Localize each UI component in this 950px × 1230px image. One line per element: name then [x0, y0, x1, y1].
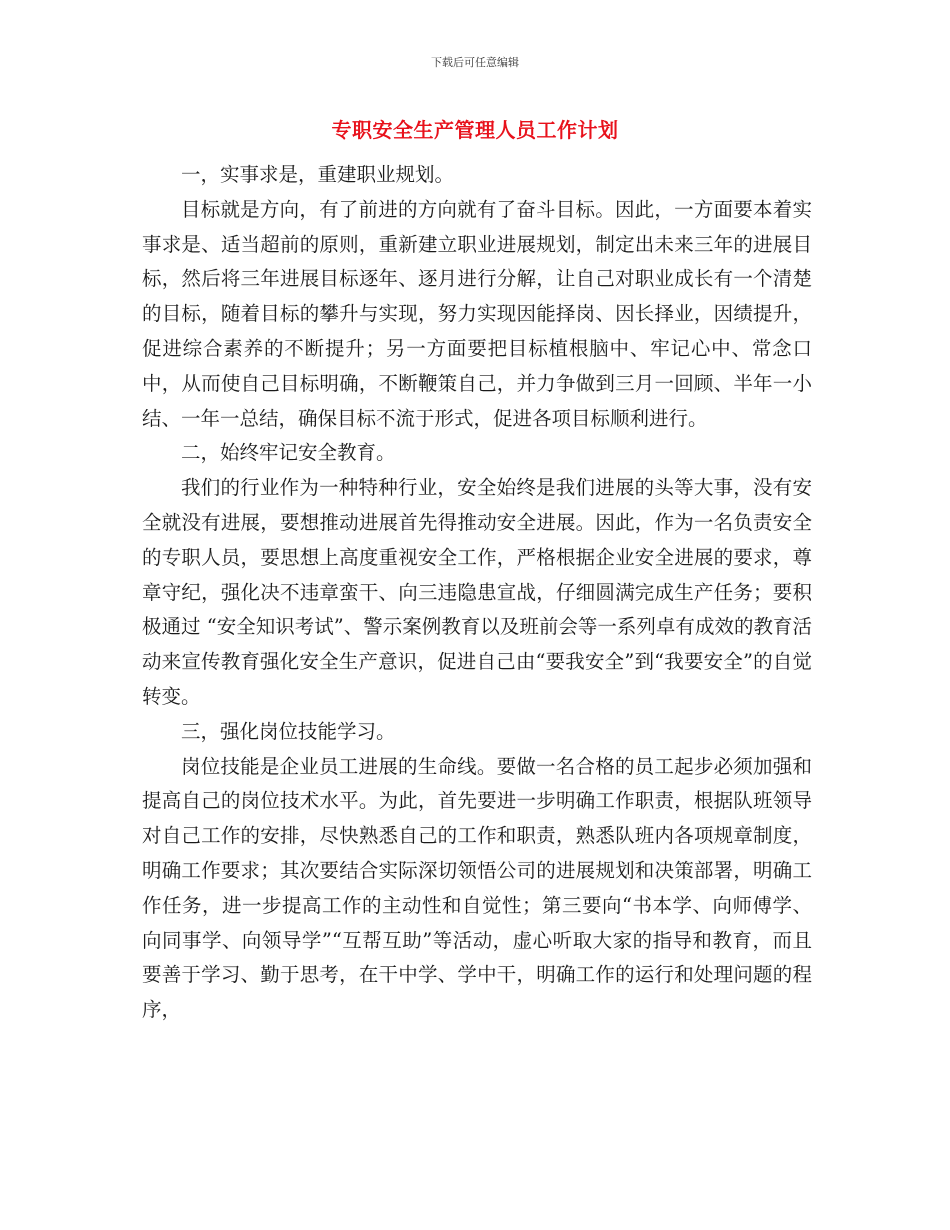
- paragraph-3: 岗位技能是企业员工进展的生命线。要做一名合格的员工起步必须加强和提高自己的岗位技术水平。为此，首先要进一步明确工作职责，根据队班领导对自己工作的安排，尽快熟悉自己的工作和职责，熟悉队班内各项规章制度，明确工作要求；其次要结合实际深切领悟公司的进展规划和决策部署，明确工作任务，进一步提高工作的主动性和自觉性；第三要向“书本学、向师傅学、向同事学、向领导学”“互帮互助”等活动，虚心听取大家的指导和教育，而且要善于学习、勤于思考，在干中学、学中干，明确工作的运行和处理问题的程序，: [142, 754, 812, 1022]
- document-body: [142, 158, 812, 1028]
- page-title: 专职安全生产管理人员工作计划: [331, 118, 619, 142]
- header-note: 下载后可任意编辑: [431, 56, 519, 69]
- paragraph-2: 我们的行业作为一种特种行业，安全始终是我们进展的头等大事，没有安全就没有进展，要想推动进展首先得推动安全进展。因此，作为一名负责安全的专职人员，要思想上高度重视安全工作，严格根据企业安全进展的要求，尊章守纪，强化决不违章蛮干、向三违隐患宣战，仔细圆满完成生产任务；要积极通过 “安全知识考试”、警示案例教育以及班前会等一系列卓有成效的教育活动来宣传教育强化安全生产意识，促进自己由“要我安全”到“我要安全”的自觉转变。: [142, 476, 812, 708]
- section-heading-2: 二，始终牢记安全教育。: [181, 441, 396, 465]
- section-heading-1: 一，实事求是，重建职业规划。: [181, 163, 455, 186]
- paragraph-1: 目标就是方向，有了前进的方向就有了奋斗目标。因此，一方面要本着实事求是、适当超前的原则，重新建立职业进展规划，制定出未来三年的进展目标，然后将三年进展目标逐年、逐月进行分解，让自己对职业成长有一个清楚的目标，随着目标的攀升与实现，努力实现因能择岗、因长择业，因绩提升，促进综合素养的不断提升；另一方面要把目标植根脑中、牢记心中、常念口中，从而使自己目标明确，不断鞭策自己，并力争做到三月一回顾、半年一小结、一年一总结，确保目标不流于形式，促进各项目标顺利进行。: [142, 197, 812, 430]
- section-heading-3: 三，强化岗位技能学习。: [181, 719, 396, 743]
